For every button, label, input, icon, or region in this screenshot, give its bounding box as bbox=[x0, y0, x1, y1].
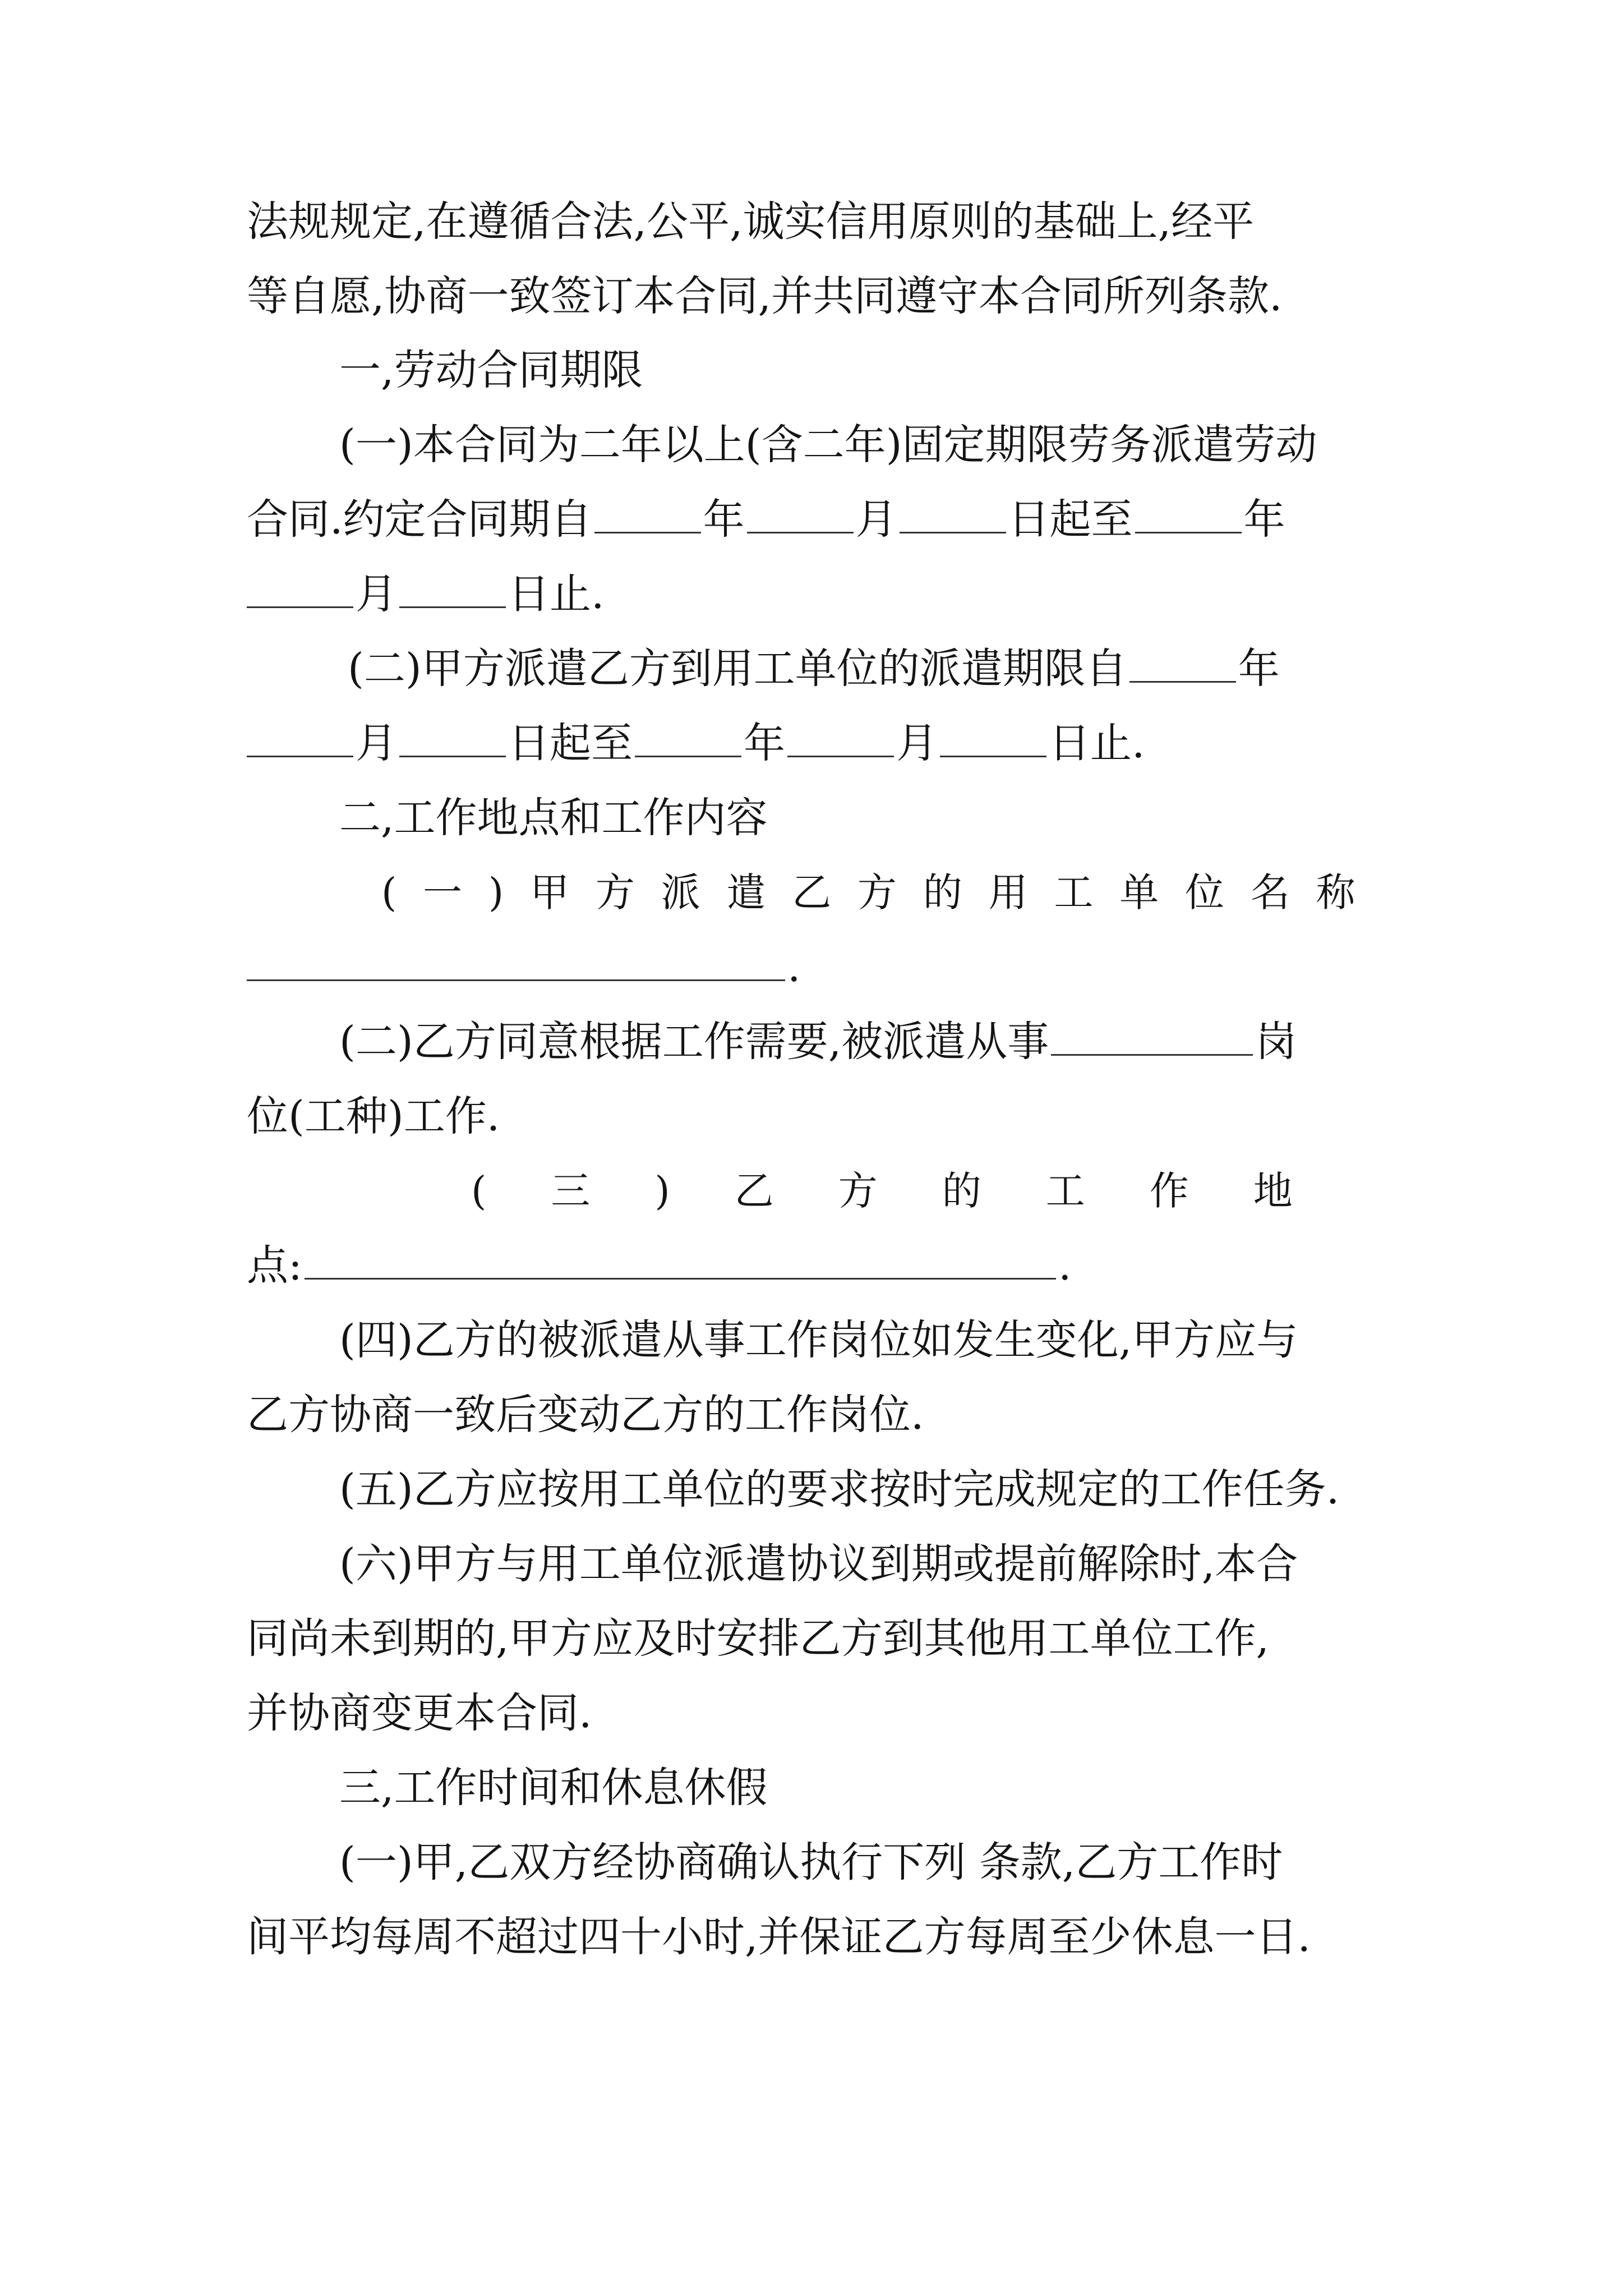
blank-field[interactable] bbox=[1129, 644, 1236, 683]
section-heading: 一,劳动合同期限 bbox=[339, 346, 643, 394]
text-segment: 月 bbox=[356, 719, 397, 767]
text-line: (一)本合同为二年以上(含二年)固定期限劳务派遣劳动 bbox=[339, 421, 1317, 469]
text-line bbox=[247, 566, 1385, 622]
text-segment: 点: bbox=[247, 1241, 302, 1290]
text-segment: 年 bbox=[1243, 495, 1285, 544]
blank-field[interactable] bbox=[399, 719, 506, 757]
text-line bbox=[247, 641, 1385, 697]
text-line: 位(工种)工作. bbox=[247, 1092, 500, 1140]
text-line: 等自愿,协商一致签订本合同,并共同遵守本合同所列条款. bbox=[247, 272, 1283, 320]
text-line: (一)甲方派遣乙方的用工单位名称 bbox=[381, 869, 1382, 915]
text-segment: 合同.约定合同期自 bbox=[247, 495, 592, 544]
blank-field[interactable] bbox=[305, 1241, 1056, 1280]
text-segment: 年 bbox=[1238, 645, 1280, 693]
blank-field[interactable] bbox=[747, 495, 854, 533]
text-line bbox=[247, 715, 1385, 771]
text-segment: 月 bbox=[896, 719, 938, 767]
blank-field[interactable] bbox=[247, 942, 785, 981]
text-line bbox=[247, 939, 1385, 995]
blank-field[interactable] bbox=[900, 495, 1006, 533]
blank-field[interactable] bbox=[1135, 495, 1242, 533]
text-line: (四)乙方的被派遣从事工作岗位如发生变化,甲方应与 bbox=[339, 1316, 1298, 1364]
text-segment: 年 bbox=[703, 495, 745, 544]
text-line: 并协商变更本合同. bbox=[247, 1689, 592, 1737]
blank-field[interactable] bbox=[247, 719, 353, 757]
blank-field[interactable] bbox=[635, 719, 741, 757]
text-line bbox=[247, 491, 1385, 547]
text-segment: (二)甲方派遣乙方到用工单位的派遣期限自 bbox=[348, 645, 1127, 693]
section-heading: 三,工作时间和休息休假 bbox=[339, 1764, 768, 1812]
text-line: (三)乙方的工作地 bbox=[471, 1168, 1357, 1214]
text-segment: 岗 bbox=[1255, 1018, 1297, 1066]
section-heading: 二,工作地点和工作内容 bbox=[339, 794, 768, 842]
text-line: 间平均每周不超过四十小时,并保证乙方每周至少休息一日. bbox=[247, 1913, 1311, 1961]
text-line bbox=[247, 1237, 1385, 1294]
blank-field[interactable] bbox=[940, 719, 1046, 757]
text-segment: 年 bbox=[744, 719, 785, 767]
text-segment: 日止. bbox=[1049, 719, 1145, 767]
text-line: (六)甲方与用工单位派遣协议到期或提前解除时,本合 bbox=[339, 1540, 1298, 1588]
text-line: 同尚未到期的,甲方应及时安排乙方到其他用工单位工作, bbox=[247, 1614, 1270, 1663]
blank-field[interactable] bbox=[399, 569, 506, 608]
blank-field[interactable] bbox=[247, 569, 353, 608]
blank-field[interactable] bbox=[1051, 1017, 1253, 1056]
blank-field[interactable] bbox=[594, 495, 701, 533]
text-segment: 日止. bbox=[508, 570, 605, 618]
text-line bbox=[247, 1014, 1385, 1070]
text-segment: 日起至 bbox=[1008, 495, 1133, 544]
text-segment: . bbox=[1058, 1241, 1072, 1290]
text-segment: 月 bbox=[356, 570, 397, 618]
text-segment: (二)乙方同意根据工作需要,被派遣从事 bbox=[339, 1018, 1049, 1066]
text-line: (五)乙方应按用工单位的要求按时完成规定的工作任务. bbox=[339, 1465, 1340, 1513]
text-segment: 月 bbox=[855, 495, 897, 544]
text-line: (一)甲,乙双方经协商确认执行下列 条款,乙方工作时 bbox=[339, 1838, 1283, 1887]
text-segment: 日起至 bbox=[508, 719, 633, 767]
text-line: 法规规定,在遵循合法,公平,诚实信用原则的基础上,经平 bbox=[247, 197, 1255, 246]
text-line: 乙方协商一致后变动乙方的工作岗位. bbox=[247, 1391, 924, 1439]
text-segment: . bbox=[787, 943, 801, 991]
blank-field[interactable] bbox=[787, 719, 894, 757]
